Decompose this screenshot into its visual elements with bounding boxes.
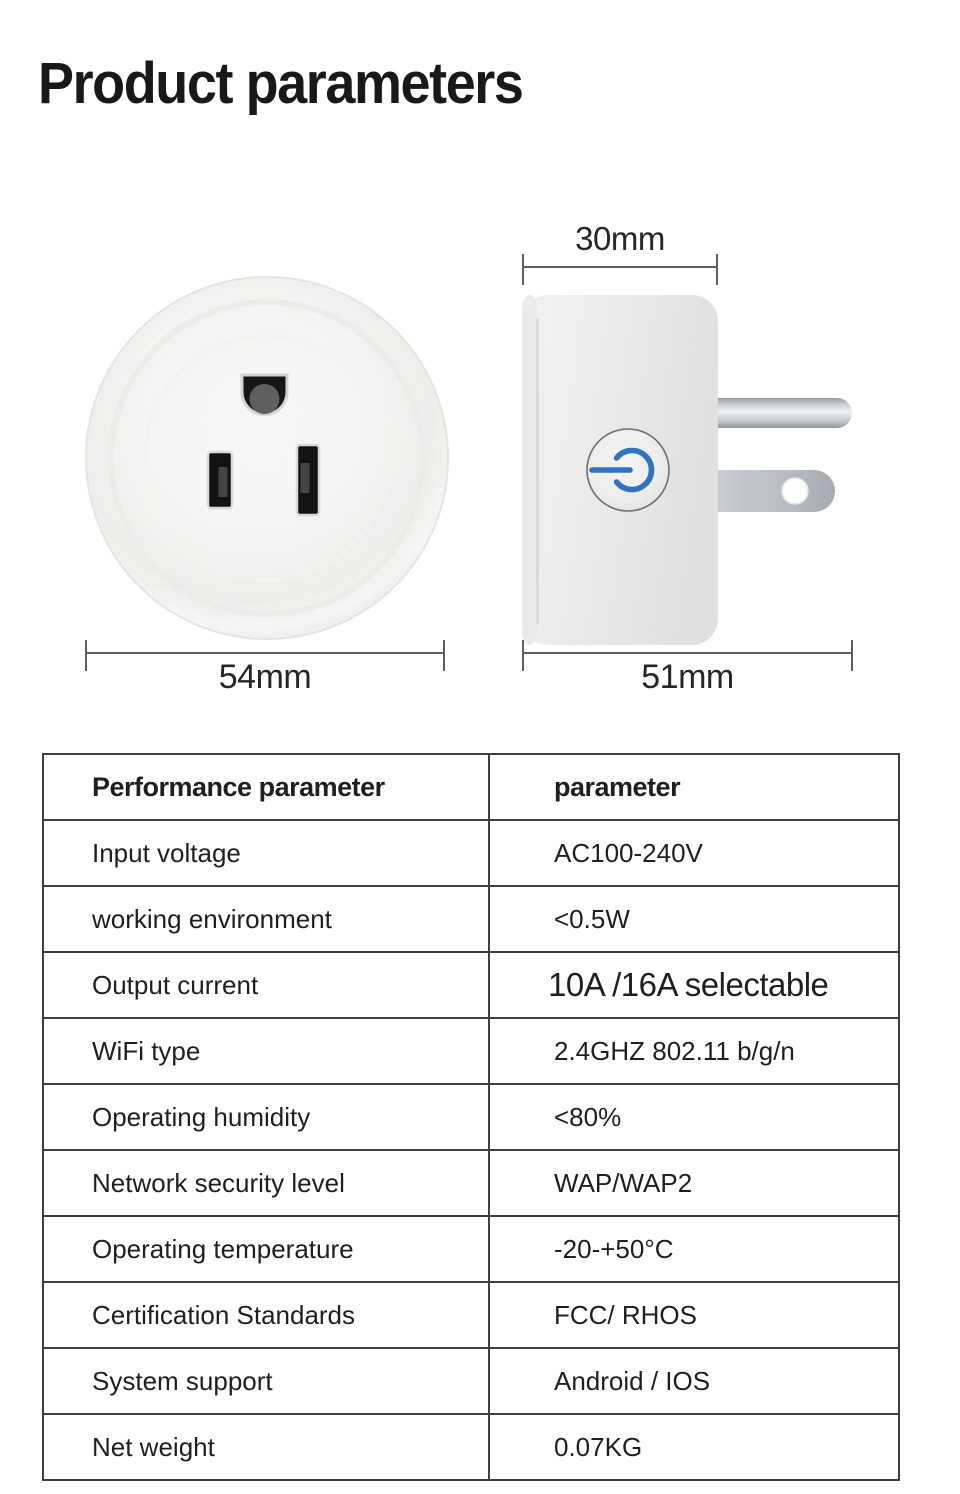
- param-label: Operating temperature: [43, 1216, 489, 1282]
- dimension-label-51mm: 51mm: [641, 658, 734, 696]
- table-row: [43, 886, 899, 952]
- neutral-slot-contact: [301, 463, 310, 493]
- live-blade: [718, 470, 835, 512]
- param-label: Input voltage: [43, 820, 489, 886]
- param-value: -20-+50°C: [489, 1216, 899, 1282]
- dimension-tick: [716, 254, 718, 285]
- param-value: AC100-240V: [489, 820, 899, 886]
- live-slot-contact: [219, 467, 228, 497]
- face-seam: [536, 318, 539, 624]
- param-label: Certification Standards: [43, 1282, 489, 1348]
- param-label: Operating humidity: [43, 1084, 489, 1150]
- parameters-table: [42, 753, 900, 1481]
- dimension-line-54mm: [85, 652, 445, 654]
- param-value: <0.5W: [489, 886, 899, 952]
- param-value: <80%: [489, 1084, 899, 1150]
- ground-hole-dome: [250, 384, 280, 414]
- param-value: Android / IOS: [489, 1348, 899, 1414]
- param-value: 10A /16A selectable: [489, 952, 899, 1018]
- param-value: 2.4GHZ 802.11 b/g/n: [489, 1018, 899, 1084]
- header-performance-parameter: Performance parameter: [43, 754, 489, 820]
- plug-body-front: [86, 277, 448, 639]
- dimension-label-30mm: 30mm: [575, 220, 665, 257]
- table-row: [43, 952, 899, 1018]
- table-row: [43, 1018, 899, 1084]
- front-face-edge: [522, 295, 537, 645]
- table-row: [43, 1216, 899, 1282]
- table-row: [43, 1414, 899, 1480]
- table-row: [43, 1282, 899, 1348]
- dimension-tick: [522, 254, 524, 285]
- param-label: working environment: [43, 886, 489, 952]
- table-row: [43, 1084, 899, 1150]
- ground-pin: [718, 398, 852, 428]
- param-label: WiFi type: [43, 1018, 489, 1084]
- param-label: System support: [43, 1348, 489, 1414]
- table-row: [43, 1348, 899, 1414]
- dimension-line-51mm: [522, 652, 853, 654]
- dimension-label-54mm: 54mm: [218, 658, 312, 696]
- table-row: [43, 1150, 899, 1216]
- param-label: Output current: [43, 952, 489, 1018]
- param-label: Network security level: [43, 1150, 489, 1216]
- table-row: [43, 820, 899, 886]
- param-value: WAP/WAP2: [489, 1150, 899, 1216]
- plug-front-view-image: [60, 255, 480, 675]
- plug-side-view-image: [500, 280, 900, 660]
- table-header-row: [43, 754, 899, 820]
- header-parameter: parameter: [489, 754, 899, 820]
- blade-hole: [782, 478, 808, 504]
- param-label: Net weight: [43, 1414, 489, 1480]
- param-value: FCC/ RHOS: [489, 1282, 899, 1348]
- dimension-line-30mm: [522, 266, 718, 268]
- param-value: 0.07KG: [489, 1414, 899, 1480]
- page-title: Product parameters: [38, 51, 523, 116]
